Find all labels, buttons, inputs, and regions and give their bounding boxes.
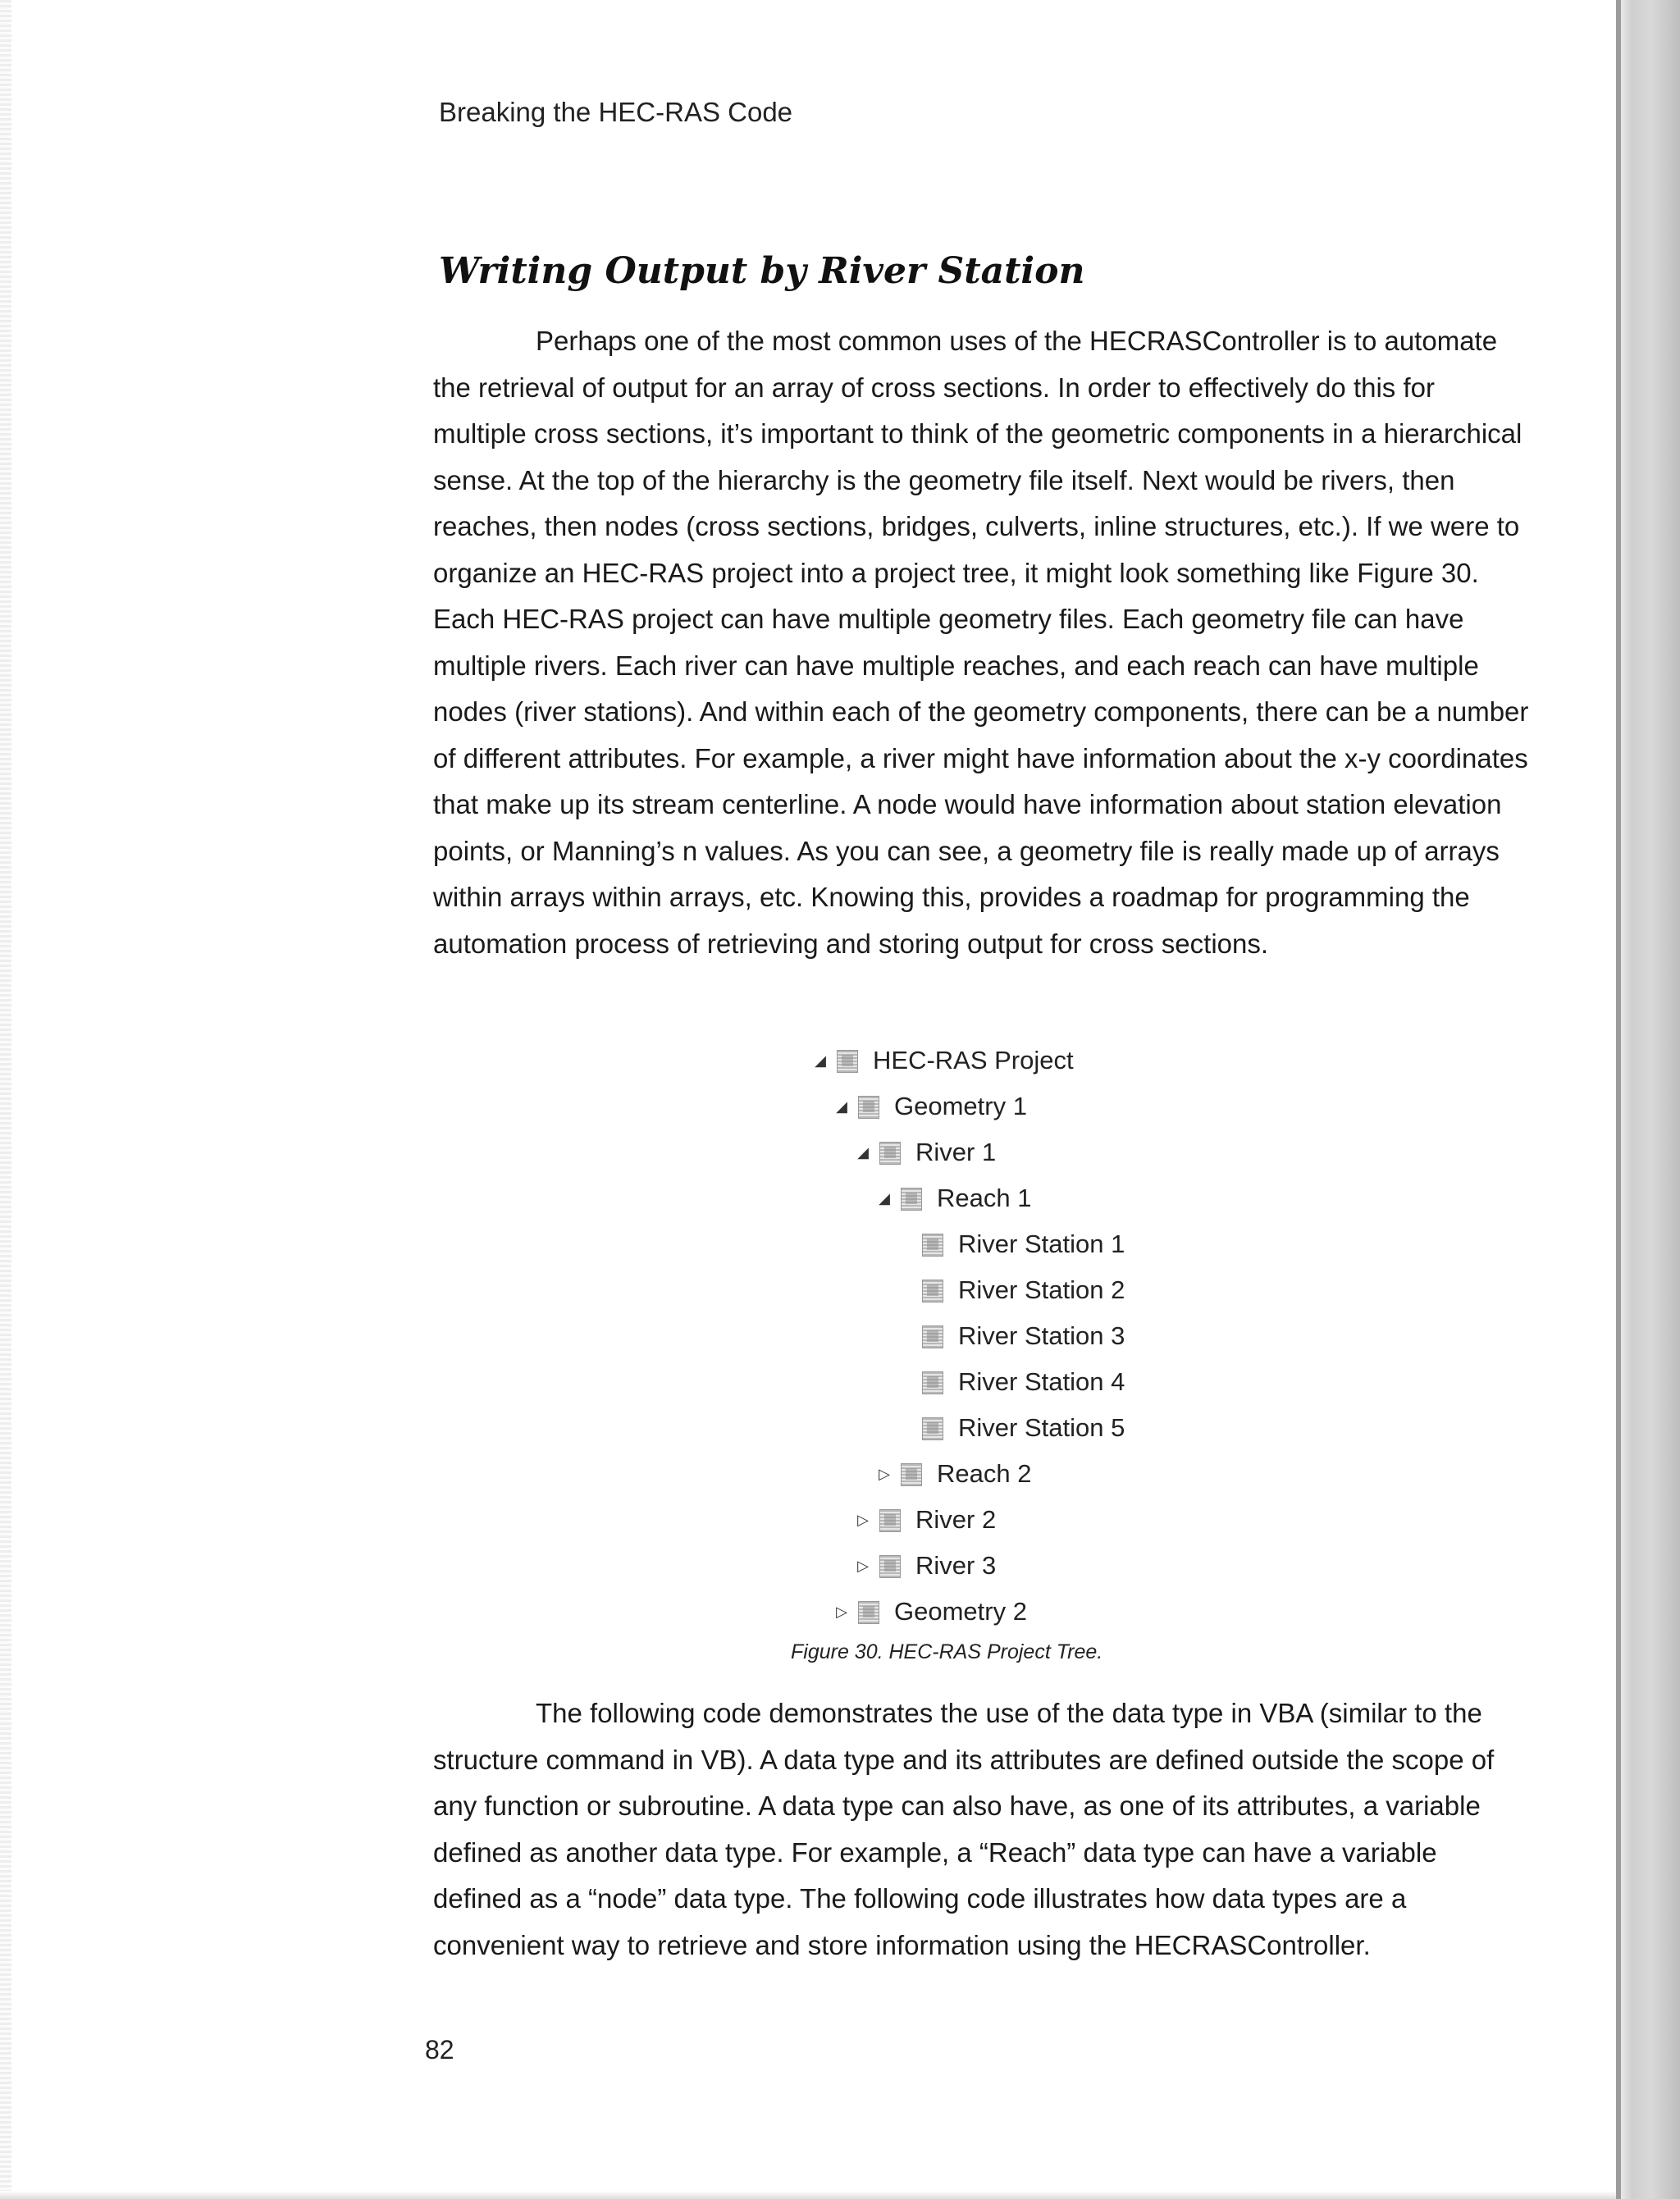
- folder-icon: [876, 1140, 904, 1165]
- collapsed-arrow-icon: ▷: [857, 1511, 869, 1528]
- folder-icon: [919, 1370, 947, 1394]
- folder-icon: [897, 1462, 925, 1486]
- folder-icon: [876, 1508, 904, 1532]
- expanded-arrow-icon: ◢: [857, 1143, 869, 1161]
- scan-left-margin: [0, 0, 11, 2199]
- tree-node-hec-ras-project: [812, 1040, 1074, 1081]
- folder-icon: [855, 1599, 883, 1624]
- tree-node-geometry-2: [833, 1591, 1027, 1632]
- section-title: Writing Output by River Station: [439, 250, 1085, 292]
- tree-node-river-2: [855, 1499, 996, 1540]
- tree-node-label: River 3: [915, 1551, 997, 1580]
- tree-node-river-3: [855, 1545, 996, 1586]
- running-header: Breaking the HEC-RAS Code: [439, 97, 793, 127]
- body-paragraph-1: Perhaps one of the most common uses of the HECRASController is to automate the retrieval of output for an array of cross sections. In order to effectively do this for multiple cross sections, it’s important to think of the geometric components in a hierarchical sense. At the top of the hierarchy is the geometry file itself. Next would be rivers, then reaches, then nodes (cross sections, bridges, culverts, inline structures, etc.). If we were to organize an HEC-RAS project into a project tree, it might look something like Figure 30. Each HEC-RAS project can have multiple geometry files. Each geometry file can have multiple rivers. Each river can have multiple reaches, and each reach can have multiple nodes (river stations). And within each of the geometry components, there can be a number of different attributes. For example, a river might have information about the x-y coordinates that make up its stream centerline. A node would have information about station elevation points, or Manning’s n values. As you can see, a geometry file is really made up of arrays within arrays within arrays, etc. Knowing this, provides a roadmap for programming the automation process of retrieving and storing output for cross sections.: [433, 326, 1529, 959]
- tree-node-label: Geometry 1: [894, 1092, 1027, 1120]
- tree-node-label: River Station 4: [958, 1367, 1125, 1396]
- folder-icon: [855, 1094, 883, 1119]
- tree-node-label: Geometry 2: [894, 1597, 1027, 1626]
- body-paragraph-2: The following code demonstrates the use of the data type in VBA (similar to the structure command in VB). A data type and its attributes are defined outside the scope of any function or subroutine. A data type can also have, as one of its attributes, a variable defined as another data type. For example, a “Reach” data type can have a variable defined as a “node” data type. The following code illustrates how data types are a convenient way to retrieve and store information using the HECRASController.: [433, 1698, 1495, 1960]
- folder-icon: [919, 1232, 947, 1257]
- tree-node-label: River 2: [915, 1505, 997, 1534]
- folder-icon: [919, 1324, 947, 1348]
- project-tree-figure: [812, 1040, 1206, 1626]
- tree-node-label: River Station 2: [958, 1275, 1125, 1304]
- expanded-arrow-icon: ◢: [836, 1097, 847, 1115]
- folder-icon: [876, 1553, 904, 1578]
- tree-node-label: HEC-RAS Project: [873, 1046, 1074, 1074]
- tree-node-reach-2: [876, 1453, 1031, 1494]
- collapsed-arrow-icon: ▷: [879, 1465, 890, 1482]
- tree-node-river-station-2: [897, 1270, 1125, 1311]
- tree-node-river-station-5: [897, 1407, 1125, 1449]
- tree-node-river-station-4: [897, 1362, 1125, 1403]
- folder-icon: [919, 1278, 947, 1303]
- book-page-edge: [1616, 0, 1680, 2199]
- tree-node-label: River Station 3: [958, 1321, 1125, 1350]
- tree-node-label: River 1: [915, 1138, 997, 1166]
- figure-caption: Figure 30. HEC-RAS Project Tree.: [791, 1640, 1103, 1663]
- tree-node-label: River Station 5: [958, 1413, 1125, 1442]
- expanded-arrow-icon: ◢: [879, 1189, 890, 1207]
- folder-icon: [919, 1416, 947, 1440]
- collapsed-arrow-icon: ▷: [836, 1603, 847, 1620]
- tree-node-river-station-3: [897, 1316, 1125, 1357]
- expanded-arrow-icon: ◢: [815, 1052, 826, 1069]
- tree-node-label: Reach 2: [937, 1459, 1032, 1488]
- page-number: 82: [425, 2035, 454, 2064]
- tree-node-reach-1: [876, 1178, 1031, 1219]
- tree-node-label: River Station 1: [958, 1230, 1125, 1258]
- folder-icon: [897, 1186, 925, 1211]
- tree-node-river-station-1: [897, 1224, 1125, 1265]
- tree-node-river-1: [855, 1132, 996, 1173]
- collapsed-arrow-icon: ▷: [857, 1557, 869, 1574]
- tree-node-geometry-1: [833, 1086, 1027, 1127]
- folder-icon: [833, 1048, 861, 1073]
- scan-bottom-edge: [0, 2191, 1616, 2199]
- tree-node-label: Reach 1: [937, 1184, 1032, 1212]
